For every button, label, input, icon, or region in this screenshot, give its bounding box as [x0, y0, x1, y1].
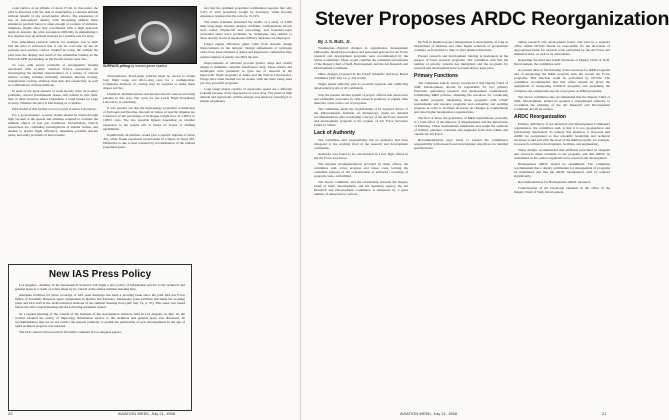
paragraph: Chemical, thermal-nuclear and nuclear electric sources are being pursued in this area. The cycle for the Lewis Flight Propulsion Laboratory is promising.: [103, 92, 195, 105]
ias-press-policy-box: [8, 264, 192, 411]
paragraph: At present there is fractionating of the resources for R&D programs and of integrating the R&D program with the overall Air Force programs. This function could be performed by DCS/D. The committee recommended that this office should be given the assignment of integrating technical programs and presenting the complete and comparable reports of progress on R&D programs.: [514, 68, 610, 93]
paragraph: Long range planes capable of supersonic speed are a different problem because of the appearance of wave drag. The panel of high altitude and hypersonic vehicle designs was made by reducing it to simple parameters.: [200, 86, 292, 103]
paragraph: It was pointed out that the high-energy propellant combination of hydrogen and fluorine, theoretical values of specific impulse are a function of the percentage of hydrogen weight flow at a 600:1 to 1000:1 ratio. The two possible figures depending on whether expansion to the nozzle exit is based on frozen or shifting equilibrium.: [103, 106, 195, 131]
right-page-number: 21: [602, 411, 607, 416]
caption-bold: SURFACE pitting: [103, 64, 130, 68]
subhead-ardc-reorganization: ARDC Reorganization: [514, 113, 566, 120]
paragraph: To cope with severe problems of aerodynamic heating associated with re-entry vehicles, NACA researchers are investigating the thermal characteristics of a variety of various surface cooling schemes including radiation, internal cooling, transpiration cooling, ablation, heat sink and conduction, as well as combinations of these methods.: [8, 62, 98, 87]
right-page-magazine: AVIATION WEEK, July 21, 1958: [400, 411, 457, 416]
article-headline: Stever Proposes ARDC Reorganization: [315, 8, 669, 30]
paragraph: These designs recommended that sufficient personnel be assigned and resources made available to the program, and that ARDC be established as the central organization for research and development.: [514, 148, 610, 161]
left-page-magazine: AVIATION WEEK, July 21, 1958: [118, 411, 175, 416]
box-paragraph: Los Angeles—Institute of the Aeronautical Sciences will begin a new policy of information service to the technical and general press as a result of action taken by its council at the annual summer meeting here.: [15, 283, 185, 292]
paragraph: The Stever committee also recommended that the Deputy Chief of Staff, Development, should be granted a strengthened authority to coordinate the planning of the Air Research and Development Command and all its centers.: [514, 94, 610, 111]
paragraph: The committee, under the chairmanship of H. Guyford Stever of the Massachusetts Institute of Technology, made its detailed recommendations after concluding a survey of the Air Force research and development program at the request of Air Force Secretary James D. White.: [314, 106, 408, 127]
subhead-primary-functions: Primary Functions: [414, 73, 458, 80]
paragraph: room surface at an altitude of about 15 mi. In this panel, the pilot is absorbed with the task of maintaining a constant altitude without benefit of any aerodynamic effects. The experience of rise in atmospheric density with decreasing altitude these simulators perform below it often enough of a nature of altitudes. Simulator flights show that coordinated with a high approach angle of descent, the pilot encounters difficulty in maintaining a few degrees near up attitude selected as a suitable one for entry.: [8, 6, 98, 39]
paragraph: The Stever committee said the relationship between the Deputy Chief of Staff, Development, and his operating agency, the Air Research and Development Command, is hampered by a great number of unnecessary controls.: [314, 180, 408, 197]
paragraph: Authority was found to be concentrated in a few high offices in the Air Force and above.: [314, 152, 408, 161]
paragraph: For a good measure, re-entry bodies should be tested through high vacuum at the speeds and altitudes required to evaluate the ultimate effects of real gas conditions. Nevertheless, NACA researchers are continuing investigations of slender bodies, and models to predict flight efficiency, determine possible descent paths, and study problems of heat transfer.: [8, 113, 98, 138]
photo-caption: [103, 64, 195, 68]
paragraph: Centralization of the functional elements in the office of the Deputy Chief of Staff, Development.: [514, 186, 610, 195]
paragraph: fact that the optimum propellant combination requires that only 5-6% of total propellant weight be hydrogen, while fluorine expansion requires that the ratio be 15-19%.: [200, 6, 292, 19]
paragraph: Other changes proposed in the USAF Scientific Advisory Board committee (AW July 14, p. 29) would:: [314, 72, 408, 81]
paragraph: Pilot model of this facility is now located at Ames Laboratory.: [12, 107, 97, 112]
paragraph: The detailed recommendations provided by these offices, the committee said, slows progress and raises costs, leaving the ostensible purpose of the concentration of authority—lowering of program costs—unfulfilled.: [314, 162, 408, 179]
caption-text: by ionized gases studied.: [130, 64, 168, 68]
paragraph: DCS/D in detailed project management is inescapable, as long as Department of Defense and other higher echelons of government continue, as from time to time, to give detailed directions.: [414, 40, 508, 53]
paragraph: Present research and development funding is inadequate in the support of basic research programs. The committee said that the number of priority systems has multiplied, and the programs for research and development have not been able to keep pace.: [414, 54, 508, 71]
paragraph: The committee said its survey convinced it that Deputy Chief of Staff, Development, should be responsible for two primary functions: generating research and development requirements, formulating R&D policies, obtaining the resources for conducting the R&D program, integrating those programs with USAF requirements and resource programs and evaluating and auditing progress in order to facilitate decisions on changes in requirements and other higher headquarters organizations.: [414, 81, 508, 114]
left-page-number: 20: [8, 411, 13, 416]
paragraph: Headquarters ARDC should be streamlined. The committee recommended that a deputy commander for management of programs be established and that the ARDC headquarters staff be reduced significantly.: [514, 162, 610, 179]
paragraph: Free atmosphere research vehicle, for example, was so built that the pilot is instructed that it can be overcome by the air pressure and reaction control. Trained in 2-deg. the attitude the pilot uses the display and reach of the simulation landing as the Edwards AFB and landing on the Pacific Ocean were also.: [8, 40, 98, 61]
surface-pitting-photo: [103, 6, 197, 64]
paragraph: Recommendations for Headquarters ARDC included:: [518, 180, 591, 185]
left-page: [0, 0, 301, 420]
right-column-1: [314, 40, 408, 408]
paragraph: Improvements of turbojets provide greater range and careful design to minimize complete interference drag. These efforts and techniques were presented as gave use of research in the hypersonic flight programs at Ames and the NACA Laboratories. Wings have been studied but no matter with the fuels being used yet very powerful programs.: [200, 60, 292, 85]
paragraph: The Ames scientists presented the results of a study of 2,000 mph long-range airplane designs. Airframe configurations shown were tailed. Engine-lift and area-ruling, and boundary-layer controlled sheet wave problems. So techniques very similar to those already in use in supersonic military airplanes are employed.: [200, 20, 292, 41]
box-title: New IAS Press Policy: [48, 269, 152, 280]
paragraph: Washington—Explicit changes in organization, management philosophy, financial procedures and personnel policies for Air Force research and development programs were recommended by the Stever Committee. These would combine the command and mission of the Deputy Chief of Staff, Development, and the Air Research and Development Command.: [314, 46, 408, 71]
box-body: [9, 283, 191, 334]
byline: By J. S. Butz, Jr.: [318, 39, 351, 44]
box-paragraph: At a regular meeting of the council of the Institute of the Aeronautical Sciences held in Los Angeles on July 10, the council adopted the policy of improving information service to the technical and general press was discussed. Its recommendation that we do not restrict the general publicity or permit the publication of new developments in the age of rapid technical progress was adopted.: [15, 311, 185, 328]
right-column-3: [514, 40, 610, 408]
paragraph: Primary deficiency of Air Research and Development Command's organization, the committee said, is that it is too geographical and functionally distributed. To remedy this situation, it proposed that ARDC be reorganized so that scientific leadership and technical decisions would rest with the level of the R&D program, for example, in research, technical development, facilities, and engineering.: [514, 121, 610, 146]
paragraph: Stop the present relative system of project officers that places new and unfamiliar personnel in vital research positions at regular time intervals, often at the cost of programs.: [314, 92, 408, 105]
right-page: [300, 0, 669, 420]
box-paragraph: The IAS council action received favorable comment in Los Angeles papers.: [19, 329, 122, 334]
paragraph: tailing research and development policy and said in a separate office within DCS/D should be responsible for the allocation of appropriated funds for research work performed by the Air Force and industrial units, as well as by universities.: [514, 40, 610, 57]
paragraph: Regarding the third and fourth functions of Deputy Chief of Staff, Development, the committee said:: [514, 58, 610, 67]
paragraph: In spite of the great amount of work already done on re-entry problems, several fundamental issues still remain in this field. One of these involves Amos Lieberman, a wind tunnel for large re-entry. Whether the pilot is functioning as a capable.: [8, 88, 98, 106]
paragraph: Equilibrium calculations would give a specific impulse of about 401, while frozen expansion would result in a figure of about 365. Difference is due to heat released by recombination of the ionized propellant gases.: [103, 132, 195, 149]
box-paragraph: Adequate facilities for press coverage of IAS open meetings has been a growing issue since the joint IAS-Air Force Office of Scientific Research space symposium in Denver last February. Inadequate press facilities prevented the working press and IAS staff at the sixth technical sessions of the summer meeting here (AW July 14, p. 37). This issue was raised before the IAS council meeting and the following statement issued:: [15, 293, 185, 310]
paragraph: The first of these, the generation of R&D requirements, presently is a joint effort of the Director of Requirements and the Directorate of Planning. These requirements summarize and weigh the opinions of military planners, scientists and engineers from both within and outside the Air Force.: [414, 115, 508, 136]
paragraph: Larger engine efficiency gains come from sizeable design improvements in the turbojet. Design refinements of hydrogen ratios have been obtained at Ames and supersonic combustion may require engines of nearly one-third the size.: [200, 42, 292, 59]
paragraph: characteristics. Road-glide vehicles must be shown to obtain long flight range and lift-to-drag ratio for a configuration. Completed methods of cooling may be required to make these shapes survive.: [103, 74, 195, 91]
right-column-2: [414, 40, 508, 408]
left-column-1: [8, 6, 98, 256]
paragraph: The committee said responsibility but no authority had been delegated to the working level of the research and development commands.: [314, 137, 408, 150]
left-column-2: [103, 74, 195, 260]
subhead-lack-of-authority: Lack of Authority: [314, 129, 355, 136]
paragraph: Single parent authority plan to reconcile separate and conflicting development goals of all commands.: [314, 82, 408, 91]
paragraph: Recommendations were made to expand the committee's responsibility with research and development objectives, for detailed specifications.: [414, 137, 508, 151]
left-column-3: [200, 6, 292, 410]
